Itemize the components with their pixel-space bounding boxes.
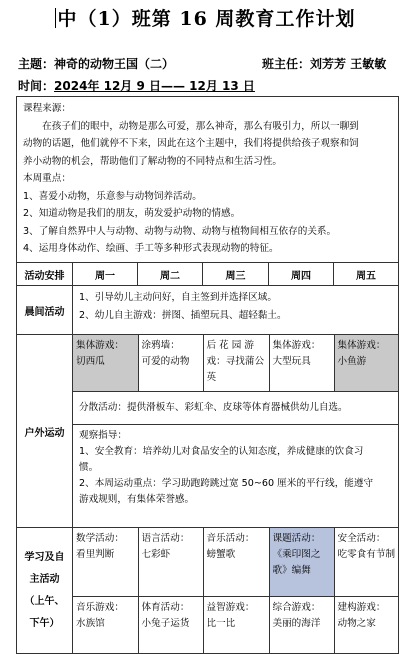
intro-line: 本周重点： [23,173,71,184]
study-am-mon: 数学活动： 看里判断 [73,528,138,597]
intro-line: 在孩子们的眼中，动物是那么可爱，那么神奇，那么有吸引力，所以一聊到 [23,120,359,132]
morning-row [17,286,399,335]
study-pm-thu: 综合游戏： 美丽的海洋 [269,597,334,654]
teacher-line [262,55,386,72]
intro-line: 动物的话题，他们就停不下来，因此在这个主题中，我们将提供给孩子观察和饲 [23,138,359,149]
study-pm-mon: 音乐游戏： 水族馆 [73,597,138,654]
study-label: 学习及自 主活动 （上午、 下午） [17,528,73,654]
outdoor-game-wed: 后 花 园 游 戏：寻找蒲公英 [203,335,269,392]
teacher-label: 班主任： [262,57,311,71]
header-cell: 周四 [269,263,334,286]
theme-line [18,55,174,72]
morning-label: 晨间活动 [17,286,73,335]
time-value: 2024年 12月 9 日—— 12月 13 日 [54,79,255,93]
outdoor-game-mon: 集体游戏： 切西瓜 [73,335,138,392]
text-cursor [55,8,56,28]
study-am-thu: 课题活动： 《乘印图之歌》编舞 [269,528,334,597]
guidance-line: 惯。 [79,462,99,473]
outdoor-game-fri: 集体游戏： 小鱼游 [334,335,399,392]
guidance-line: 观察指导： [79,430,127,441]
outdoor-label: 户外运动 [17,335,73,528]
outdoor-game-tue: 涂鸦墙： 可爱的动物 [138,335,203,392]
intro-line: 1、喜爱小动物，乐意参与动物饲养活动。 [23,190,202,202]
morning-cell [73,286,399,335]
theme-label: 主题： [18,57,55,71]
header-cell: 周五 [334,263,399,286]
header-row [17,263,399,286]
study-grid [73,528,399,653]
intro-line: 4、运用身体动作、绘画、手工等多种形式表现动物的特征。 [23,243,279,254]
header-cell: 周三 [203,263,269,286]
header-cell: 周二 [138,263,203,286]
intro-line: 课程来源： [23,103,71,114]
intro-line: 2、知道动物是我们的朋友，萌发爱护动物的情感。 [23,208,241,219]
outdoor-guidance [73,425,399,528]
study-pm-tue: 体育活动： 小兔子运货 [138,597,203,654]
outdoor-games [73,335,399,527]
guidance-line: 游戏规则，有集体荣誉感。 [79,494,195,505]
intro-row [17,97,399,263]
outdoor-dispersed: 分散活动：提供滑板车、彩虹伞、皮球等体育器械供幼儿自选。 [73,392,399,425]
study-pm-fri: 建构游戏： 动物之家 [334,597,399,654]
morning-line: 2、幼儿自主游戏：拼图、插塑玩具、超轻黏土。 [79,310,287,321]
header-cell: 活动安排 [17,263,73,286]
outdoor-cell [73,335,399,528]
study-am-fri: 安全活动： 吃零食有节制 [334,528,399,597]
theme-value: 神奇的动物王国（二） [54,57,175,71]
teacher-value: 刘芳芳 王敏敏 [310,57,387,71]
header-cell: 周一 [73,263,138,286]
page-title: 中（1）班第 16 周教育工作计划 [0,4,410,31]
study-am-tue: 语言活动： 七彩虾 [138,528,203,597]
time-line [18,77,255,94]
time-label: 时间： [18,79,55,93]
morning-line: 1、引导幼儿主动问好，自主签到并选择区域。 [79,292,277,303]
intro-cell [17,97,399,263]
outdoor-row [17,335,399,528]
plan-table [16,96,399,654]
study-cell [73,528,399,654]
study-pm-wed: 益智游戏： 比一比 [203,597,269,654]
outdoor-game-thu: 集体游戏： 大型玩具 [269,335,334,392]
study-row [17,528,399,654]
intro-line: 3、了解自然界中人与动物、动物与动物、动物与植物间相互依存的关系。 [23,225,337,237]
study-am-wed: 音乐活动： 螃蟹歌 [203,528,269,597]
guidance-line: 1、安全教育：培养幼儿对食品安全的认知态度，养成健康的饮食习 [79,446,364,457]
guidance-line: 2、本周运动重点：学习助跑跨跳过宽 50~60 厘米的平行线，能遵守 [79,478,374,489]
intro-line: 养小动物的机会，帮助他们了解动物的不同特点和生活习性。 [23,155,283,167]
